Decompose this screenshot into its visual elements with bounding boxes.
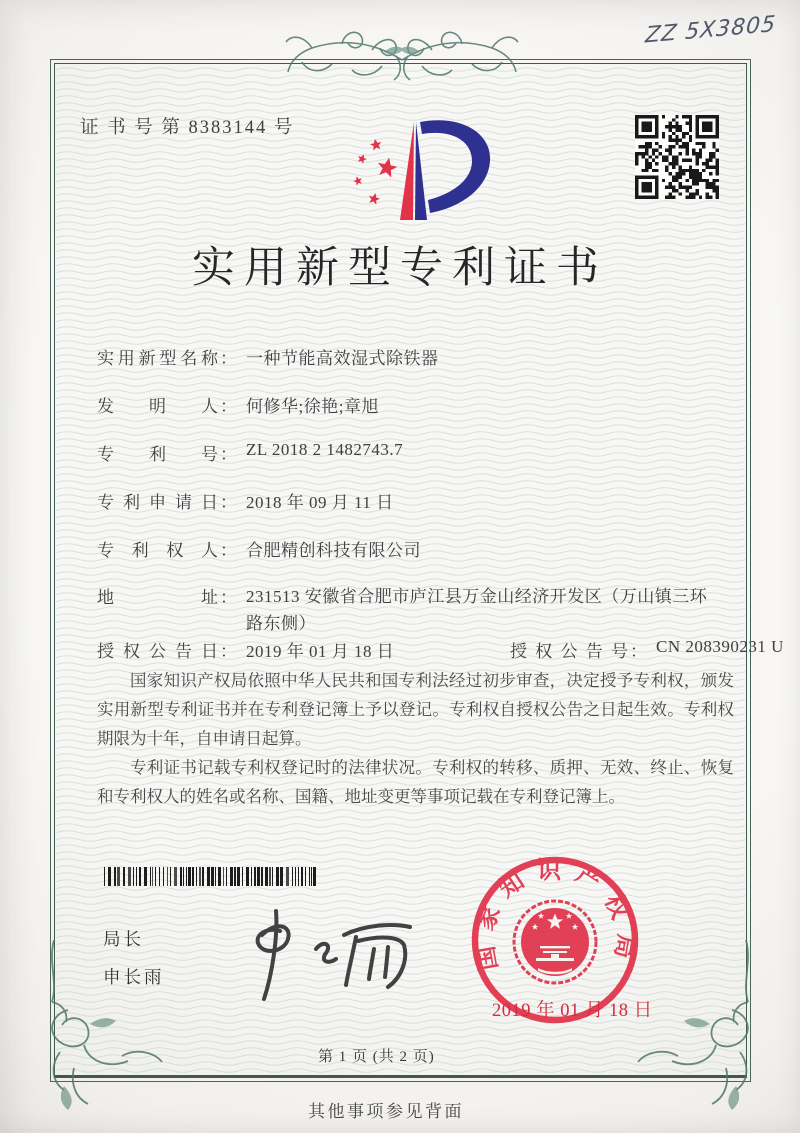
field-value: 合肥精创科技有限公司 <box>246 541 421 560</box>
certificate-number: 证 书 号 第 8383144 号 <box>80 118 295 138</box>
field-label: 实用新型名称 <box>97 349 218 368</box>
field-row-patentee: 专利权人 ： 合肥精创科技有限公司 <box>97 536 421 561</box>
field-value: 231513 安徽省合肥市庐江县万金山经济开发区（万山镇三环路东侧） <box>246 587 708 633</box>
barcode <box>104 867 320 886</box>
commissioner-name: 申长雨 <box>103 967 165 987</box>
legal-text <box>97 666 734 811</box>
top-border-ornament <box>284 26 520 90</box>
field-label: 授权公告号 <box>510 642 628 661</box>
legal-paragraph-1: 国家知识产权局依照中华人民共和国专利法经过初步审查，决定授予专利权，颁发实用新型专利证书并在专利登记簿上予以登记。专利权自授权公告之日起生效。专利权期限为十年，自申请日起算。 <box>97 671 734 748</box>
seal-date: 2019 年 01 月 18 日 <box>492 1001 653 1021</box>
field-row-name: 实用新型名称 ： 一种节能高效湿式除铁器 <box>97 344 439 369</box>
field-row-address: 地址 ： 231513 安徽省合肥市庐江县万金山经济开发区（万山镇三环路东侧） <box>97 583 737 637</box>
field-row-inventor: 发明人 ： 何修华;徐艳;章旭 <box>97 392 379 417</box>
qr-code <box>635 115 719 199</box>
field-value: 何修华;徐艳;章旭 <box>246 397 379 416</box>
certificate-title: 实用新型专利证书 <box>192 245 608 292</box>
field-row-patent-no: 专利号 ： ZL 2018 2 1482743.7 <box>97 440 404 464</box>
back-side-note: 其他事项参见背面 <box>308 1102 464 1121</box>
field-value: ZL 2018 2 1482743.7 <box>246 440 404 459</box>
field-label: 授权公告日 <box>97 642 218 661</box>
field-label: 地址 <box>97 588 218 607</box>
field-value: CN 208390231 U <box>656 637 784 656</box>
field-value: 一种节能高效湿式除铁器 <box>246 349 439 368</box>
page-number: 第 1 页 (共 2 页) <box>318 1049 435 1065</box>
field-value: 2018 年 09 月 11 日 <box>246 493 394 512</box>
commissioner-title: 局长 <box>103 929 144 949</box>
seal-agency-text: 国家知识产权局 <box>471 858 639 973</box>
field-label: 专利号 <box>97 445 218 464</box>
cnipa-logo <box>342 114 510 236</box>
commissioner-signature <box>224 896 424 1008</box>
field-row-grant: 授权公告日 ： 2019 年 01 月 18 日 授权公告号 ： CN 208390231 U <box>97 637 784 661</box>
handwritten-annotation: ZZ 5X3805 <box>644 11 778 49</box>
field-label: 专利申请日 <box>97 493 218 512</box>
field-value: 2019 年 01 月 18 日 <box>246 642 395 661</box>
field-label: 专利权人 <box>97 541 218 560</box>
bottom-left-ornament <box>22 940 172 1120</box>
bottom-right-ornament <box>628 940 778 1120</box>
field-row-filing-date: 专利申请日 ： 2018 年 09 月 11 日 <box>97 488 394 513</box>
legal-paragraph-2: 专利证书记载专利权登记时的法律状况。专利权的转移、质押、无效、终止、恢复和专利权人的姓名或名称、国籍、地址变更等事项记载在专利登记簿上。 <box>97 758 734 806</box>
grant-number-group: 授权公告号 ： CN 208390231 U <box>510 637 784 661</box>
field-label: 发明人 <box>97 397 218 416</box>
national-emblem <box>514 901 596 983</box>
